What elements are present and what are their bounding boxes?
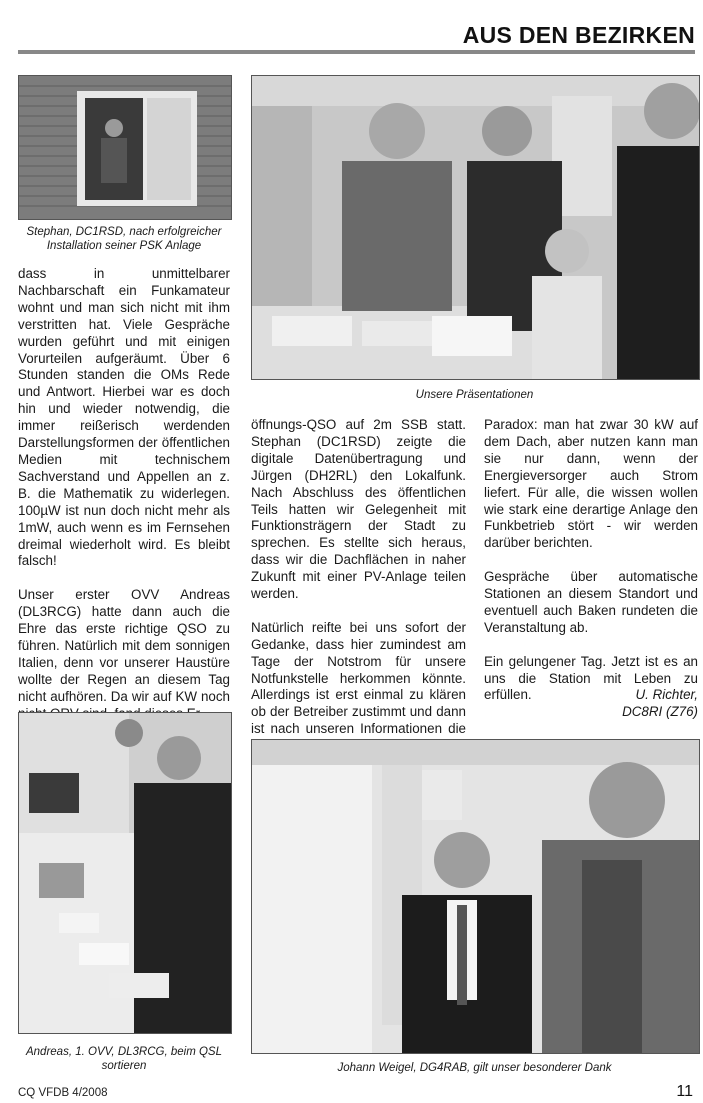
paragraph: dass in unmittelbarer Nachbarschaft ein Funkamateur wohnt und man sich nicht mit ihm verstritten hat. Viele Gespräche wurden geführt und mit einigen Vorurteilen aufgeräumt. Über 6 Stunden standen die OMs Rede und Antwort. Hierbei war es doch hin und wieder notwendig, die immer reißerisch werdenden Darstellungsformen der öffentlichen Medien mit technischem Sachverstand und Appellen an z. B. die Mathematik zu widerlegen. 100µW ist nun doch nicht mehr als 1mW, auch wenn es im Fernsehen dreimal wiederholt wird. Es bleibt falsch! [18, 266, 230, 569]
author-name: U. Richter, [635, 687, 698, 702]
caption-johann: Johann Weigel, DG4RAB, gilt unser besonderer Dank [337, 1062, 612, 1074]
author-callsign: DC8RI (Z76) [622, 703, 698, 719]
header-rule [18, 50, 695, 54]
caption-andreas: Andreas, 1. OVV, DL3RCG, beim QSL sortieren [25, 1046, 222, 1072]
paragraph: Gespräche über automatische Stationen an diesem Standort und eventuell auch Baken rundeten die Veranstaltung ab. [484, 569, 698, 635]
footer-publication: CQ VFDB 4/2008 [18, 1087, 108, 1099]
paragraph: Paradox: man hat zwar 30 kW auf dem Dach, aber nutzen kann man sie nur dann, wenn der Energieversorger auch Strom liefert. Für alle, die wissen wollen wie stark eine derartige Anlage den Funkbetrieb stört - wir werden darüber berichten. [484, 417, 698, 551]
paragraph: Unser erster OVV Andreas (DL3RCG) hatte dann auch die Ehre das erste richtige QSO zu führen. Natürlich mit dem sonnigen Italien, denn vor unserer Haustüre wollte der Regen an diesem Tag nicht aufhören. Da wir auf KW noch [18, 587, 230, 704]
photo-johann [251, 739, 700, 1054]
author-signature [484, 687, 698, 721]
caption-stephan: Stephan, DC1RSD, nach erfolgreicher Installation seiner PSK Anlage [26, 226, 222, 252]
page-number: 11 [676, 1083, 693, 1100]
article-column-1 [18, 266, 230, 722]
photo-andreas [18, 712, 232, 1034]
paragraph: Natürlich reifte bei uns sofort der Gedanke, dass hier zumindest am Tage der Notstrom für unsere Notfunkstelle herkommen könnte. Allerdings ist erst einmal zu klären ob der Betreiber zustimmt und dann ist nach unseren Informationen die [251, 619, 466, 737]
photo-stephan [18, 75, 232, 220]
article-column-2 [251, 417, 466, 772]
photo-praesentation [251, 75, 700, 380]
caption-praesentation: Unsere Präsentationen [415, 389, 534, 401]
section-title: AUS DEN BEZIRKEN [462, 22, 695, 48]
paragraph: Ein gelungener Tag. Jetzt ist es an uns die Station mit Leben zu erfüllen. [484, 653, 698, 703]
paragraph: öffnungs-QSO auf 2m SSB statt. Stephan (DC1RSD) zeigte die digitale Datenübertragung und Jürgen (DH2RL) den Lokalfunk. Nach Abschluss des öffentlichen Teils hatten wir Gelegenheit mit Funktionsträgern der Stadt zu sprechen. Es stellte sich heraus, dass wir die Dachflächen in naher Zukunft mit einer PV-Anlage teilen werden. [251, 417, 466, 602]
article-column-3 [484, 417, 698, 704]
